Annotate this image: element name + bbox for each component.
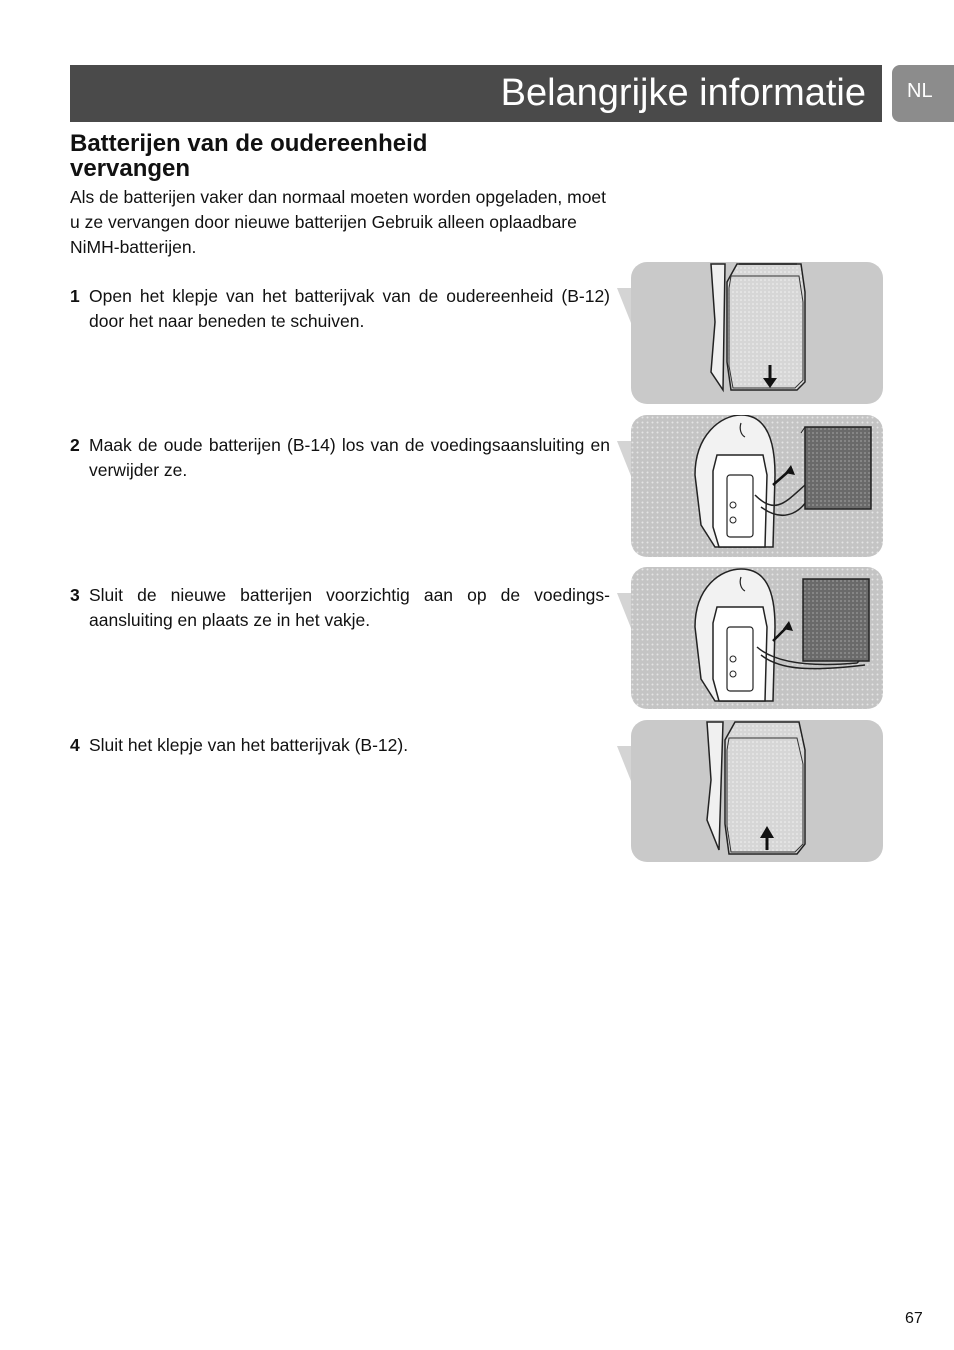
step-text: Maak de oude batterijen (B-14) los van de voedingsaansluiting en verwijder ze. bbox=[89, 435, 610, 480]
section-title: Batterijen van de oudereenheid vervangen bbox=[70, 130, 428, 182]
step-number: 1 bbox=[70, 286, 80, 306]
language-tab bbox=[892, 65, 954, 122]
language-tab-label: NL bbox=[907, 80, 933, 102]
step-text: Open het klepje van het batterijvak van de oudereenheid (B-12) door het naar beneden te schuiven. bbox=[89, 286, 610, 331]
step-3 bbox=[70, 583, 610, 633]
step-text: Sluit het klepje van het batterijvak (B-12). bbox=[89, 735, 409, 755]
step-2 bbox=[70, 433, 610, 483]
step-text: Sluit de nieuwe batterijen voorzichtig aan op de voedings-aansluiting en plaats ze in het vakje. bbox=[89, 585, 610, 630]
header-bar bbox=[70, 65, 882, 122]
step-number: 3 bbox=[70, 585, 80, 605]
step-1 bbox=[70, 284, 610, 334]
battery-cover-open-illustration bbox=[615, 262, 885, 405]
intro-paragraph: Als de batterijen vaker dan normaal moeten worden opgeladen, moet u ze vervangen door nieuwe batterijen Gebruik alleen oplaadbare NiMH-batterijen. bbox=[70, 187, 607, 257]
step-number: 2 bbox=[70, 435, 80, 455]
battery-cover-close-illustration bbox=[615, 720, 885, 863]
battery-insert-illustration bbox=[615, 567, 885, 710]
step-number: 4 bbox=[70, 735, 80, 755]
step-4 bbox=[70, 733, 610, 758]
battery-remove-illustration bbox=[615, 415, 885, 558]
page-title: Belangrijke informatie bbox=[500, 72, 866, 114]
page-number: 67 bbox=[905, 1310, 923, 1327]
